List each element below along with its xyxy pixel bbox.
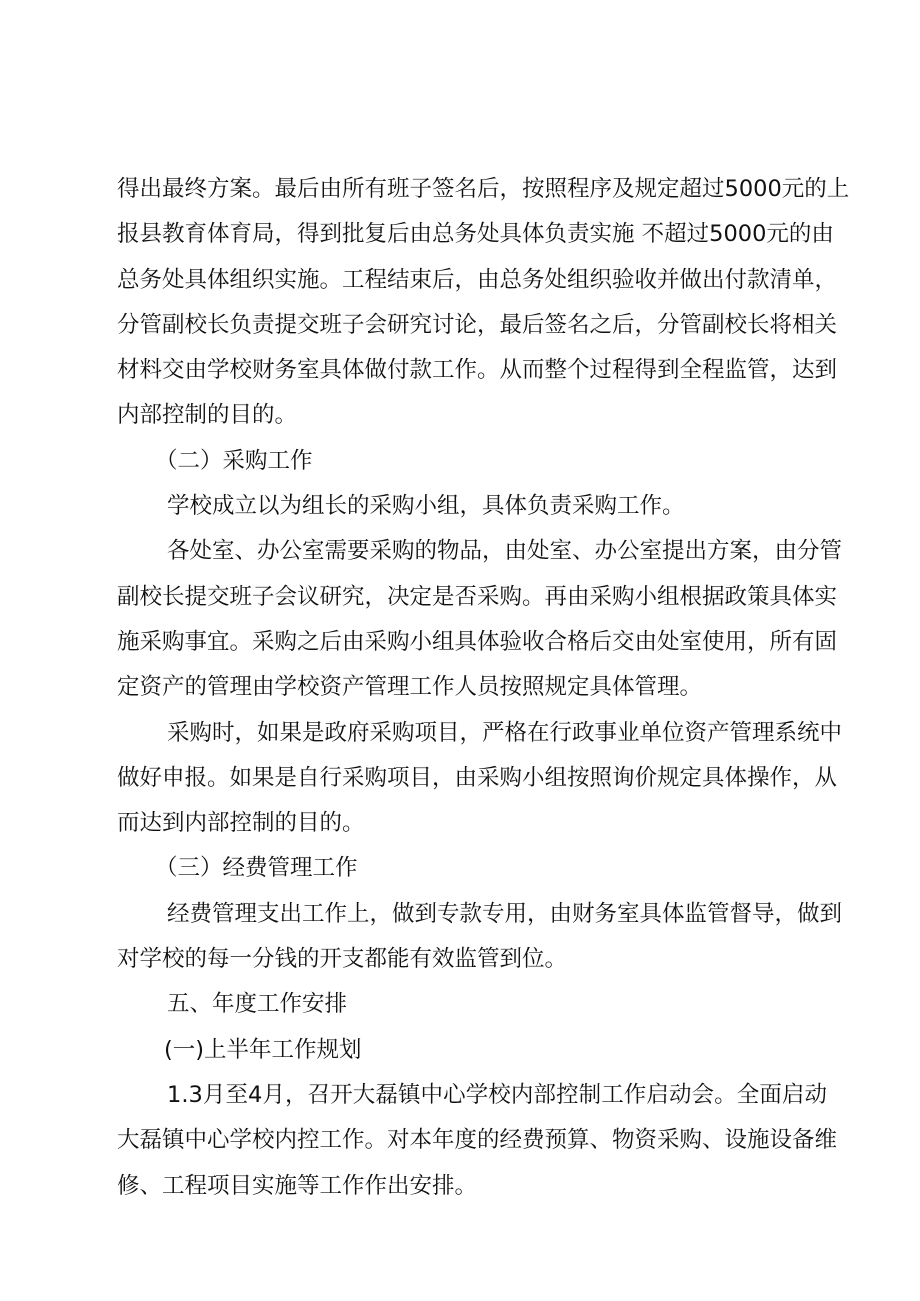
text-line: 得出最终方案。最后由所有班子签名后，按照程序及规定超过5000元的上: [117, 176, 850, 202]
section-heading: 五、年度工作安排: [167, 991, 348, 1018]
paragraph-procurement-team: [117, 484, 827, 529]
text-line: 报县教育体育局，得到批复后由总务处具体负责实施 不超过5000元的由: [117, 221, 834, 248]
text-line: 采购时，如果是政府采购项目，严格在行政事业单位资产管理系统中: [167, 719, 843, 746]
text-line: 做好申报。如果是自行采购项目，由采购小组按照询价规定具体操作，从: [117, 764, 838, 791]
text-line: 而达到内部控制的目的。: [117, 810, 365, 837]
text-line: 对学校的每一分钱的开支都能有效监管到位。: [117, 946, 568, 973]
heading-annual-schedule: [117, 982, 827, 1027]
section-subheading: （二）采购工作: [155, 447, 313, 474]
subheading-first-half-plan: [117, 1028, 827, 1073]
paragraph-project-approval: [117, 167, 850, 439]
text-line: 大磊镇中心学校内控工作。对本年度的经费预算、物资采购、设施设备维: [117, 1127, 838, 1154]
subheading-procurement: [117, 439, 827, 484]
subheading-funds-management: [117, 846, 827, 891]
text-line: 分管副校长负责提交班子会研究讨论，最后签名之后，分管副校长将相关: [117, 311, 838, 338]
text-line: 材料交由学校财务室具体做付款工作。从而整个过程得到全程监管，达到: [117, 357, 838, 384]
text-line: 定资产的管理由学校资产管理工作人员按照规定具体管理。: [117, 674, 703, 701]
document-body: [117, 167, 850, 1209]
text-line: 1.3月至4月，召开大磊镇中心学校内部控制工作启动会。全面启动: [167, 1081, 827, 1108]
text-line: 总务处具体组织实施。工程结束后，由总务处组织验收并做出付款清单，: [117, 266, 838, 293]
paragraph-kickoff-meeting: [117, 1073, 838, 1209]
text-line: 副校长提交班子会议研究，决定是否采购。再由采购小组根据政策具体实: [117, 583, 838, 610]
text-line: 学校成立以为组长的采购小组，具体负责采购工作。: [167, 493, 685, 520]
section-subheading: (一)上半年工作规划: [164, 1036, 362, 1063]
paragraph-department-procurement: [117, 529, 843, 710]
section-subheading: （三）经费管理工作: [155, 855, 358, 882]
text-line: 施采购事宜。采购之后由采购小组具体验收合格后交由处室使用，所有固: [117, 628, 838, 655]
text-line: 修、工程项目实施等工作作出安排。: [117, 1172, 478, 1199]
text-line: 内部控制的目的。: [117, 402, 298, 429]
text-line: 经费管理支出工作上，做到专款专用，由财务室具体监管督导，做到: [167, 900, 843, 927]
paragraph-government-procurement: [117, 711, 843, 847]
text-line: 各处室、办公室需要采购的物品，由处室、办公室提出方案，由分管: [167, 538, 843, 565]
paragraph-funds: [117, 892, 843, 983]
